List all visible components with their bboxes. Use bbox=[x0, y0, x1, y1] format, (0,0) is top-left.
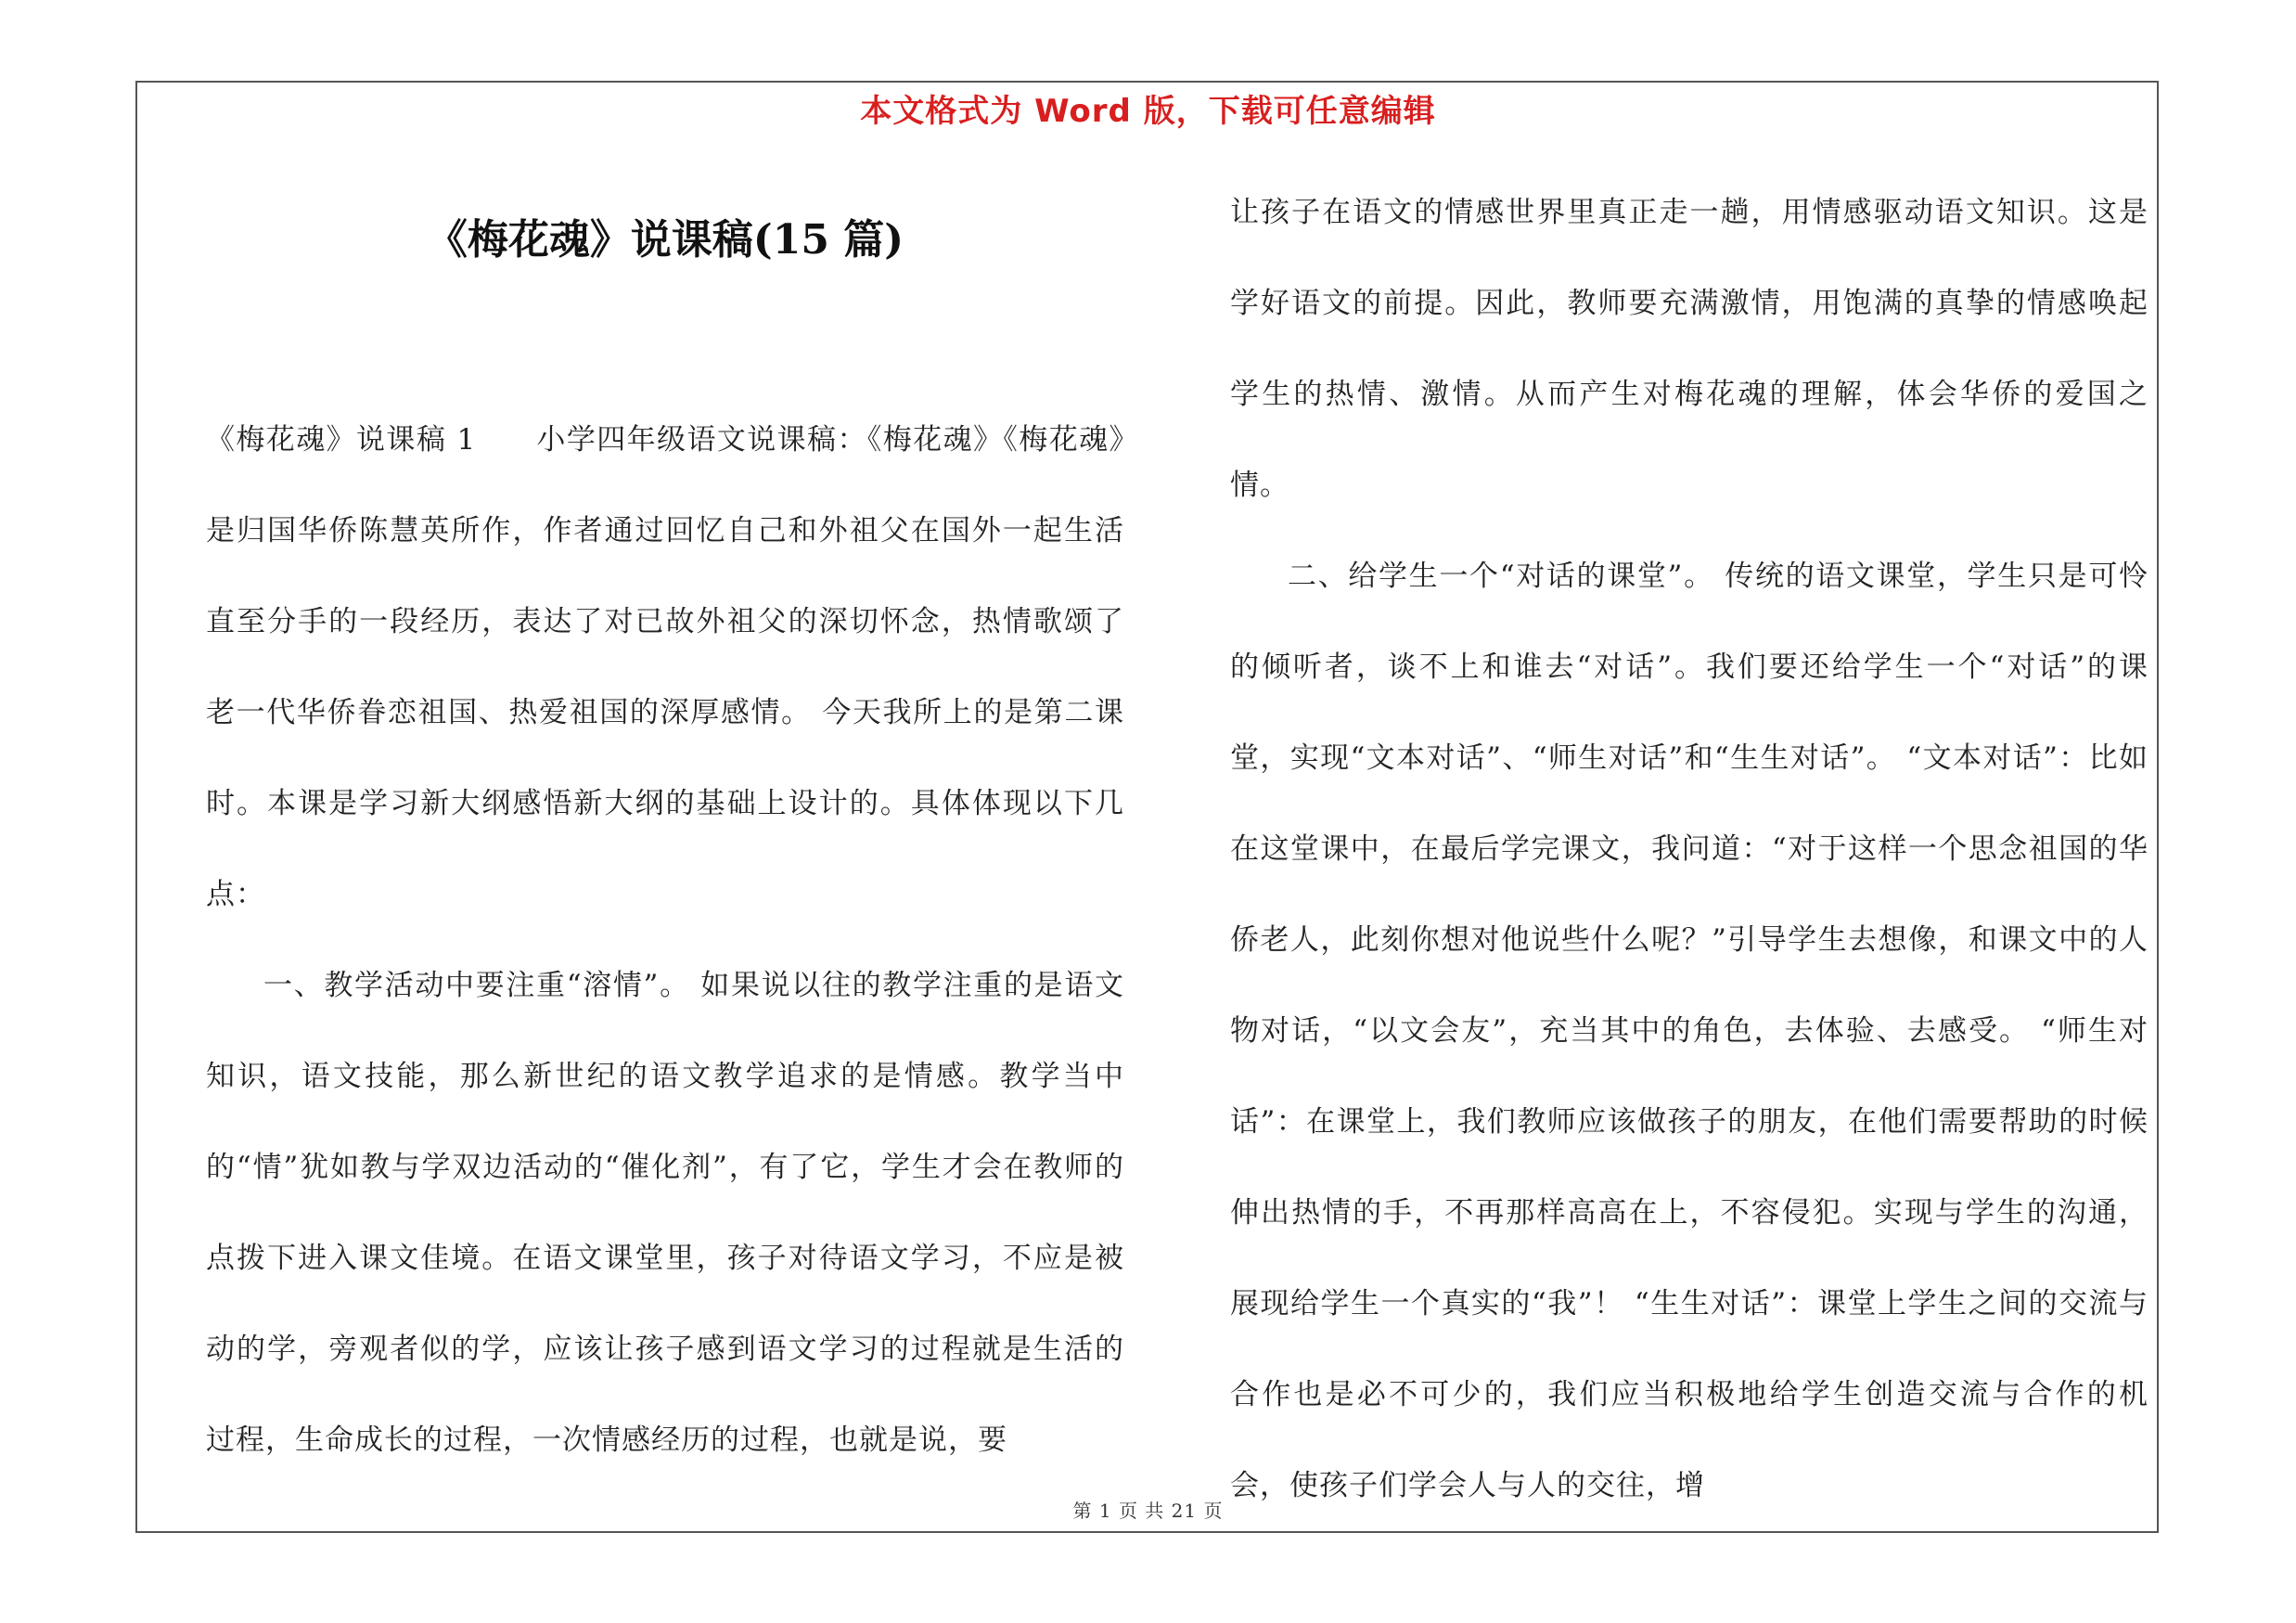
paragraph-section-two: 二、给学生一个“对话的课堂”。 传统的语文课堂，学生只是可怜的倾听者，谈不上和谁去“对话”。我们要还给学生一个“对话”的课堂，实现“文本对话”、“师生对话”和“生生对话”。 “文本对话”：比如在这堂课中，在最后学完课文，我问道：“对于这样一个思念祖国的华侨老人，此刻你想对他说些什么呢？”引导学生去想像，和课文中的人物对话，“以文会友”，充当其中的角色，去体验、去感受。 “师生对话”：在课堂上，我们教师应该做孩子的朋友，在他们需要帮助的时候伸出热情的手，不再那样高高在上，不容侵犯。实现与学生的沟通，展现给学生一个真实的“我”！ “生生对话”：课堂上学生之间的交流与合作也是必不可少的，我们应当积极地给学生创造交流与合作的机会，使孩子们学会人与人的交往，增 bbox=[1230, 560, 2148, 1502]
page-number-footer: 第 1 页 共 21 页 bbox=[1072, 1500, 1224, 1522]
paragraph-section-one: 一、教学活动中要注重“溶情”。 如果说以往的教学注重的是语文知识，语文技能，那么新世纪的语文教学追求的是情感。教学当中的“情”犹如教与学双边活动的“催化剂”，有了它，学生才会在教师的点拨下进入课文佳境。在语文课堂里，孩子对待语文学习，不应是被动的学，旁观者似的学，应该让孩子感到语文学习的过程就是生活的过程，生命成长的过程，一次情感经历的过程，也就是说，要 bbox=[206, 969, 1124, 1457]
word-format-banner: 本文格式为 Word 版，下载可任意编辑 bbox=[860, 93, 1436, 130]
paragraph-intro: 《梅花魂》说课稿 1 小学四年级语文说课稿：《梅花魂》《梅花魂》是归国华侨陈慧英所作，作者通过回忆自己和外祖父在国外一起生活直至分手的一段经历，表达了对已故外祖父的深切怀念，热情歌颂了老一代华侨眷恋祖国、热爱祖国的深厚感情。 今天我所上的是第二课时。本课是学习新大纲感悟新大纲的基础上设计的。具体体现以下几点： bbox=[206, 423, 1124, 911]
document-title: 《梅花魂》说课稿(15 篇) bbox=[426, 216, 904, 264]
left-text-column bbox=[206, 394, 1124, 1471]
right-text-column bbox=[1230, 167, 2148, 1502]
paragraph-continuation: 让孩子在语文的情感世界里真正走一趟，用情感驱动语文知识。这是学好语文的前提。因此，教师要充满激情，用饱满的真挚的情感唤起学生的热情、激情。从而产生对梅花魂的理解，体会华侨的爱国之情。 bbox=[1230, 196, 2148, 502]
